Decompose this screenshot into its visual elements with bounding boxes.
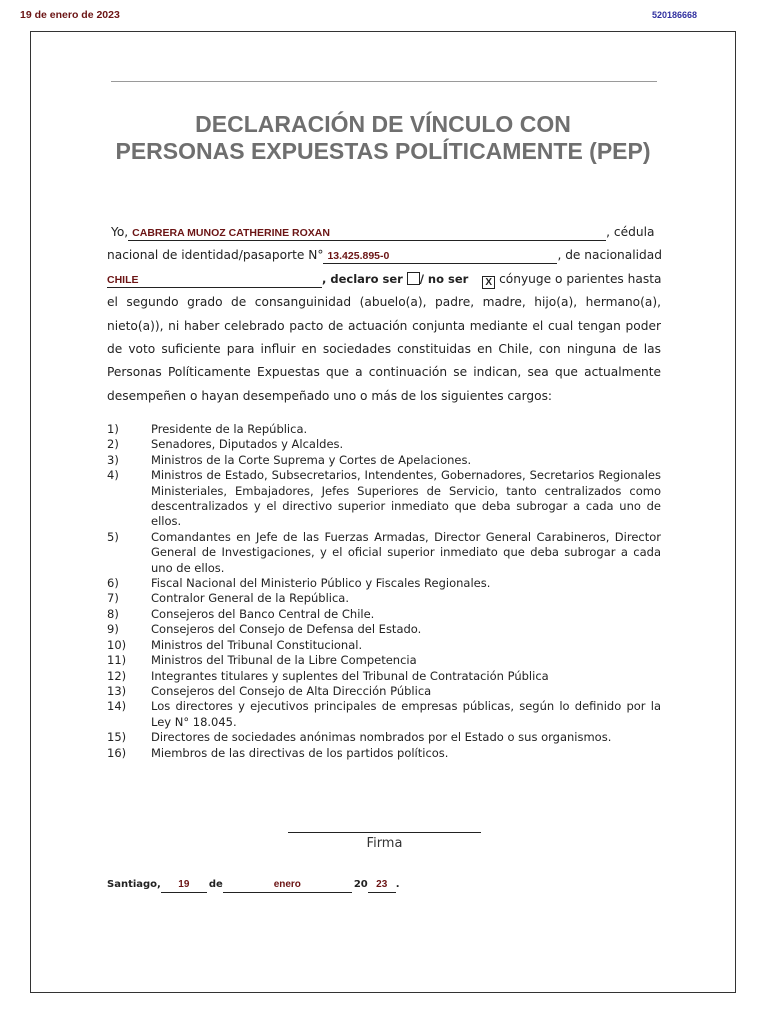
- name-field[interactable]: CABRERA MUNOZ CATHERINE ROXAN: [128, 226, 606, 241]
- list-item-number: 8): [107, 606, 119, 621]
- document-title-line-1: DECLARACIÓN DE VÍNCULO CON: [195, 111, 571, 137]
- list-item-number: 15): [107, 730, 127, 745]
- declaration-line-7: Personas Políticamente Expuestas que a continuación se indican, sea que actualmente: [107, 365, 661, 380]
- list-item-text: Presidente de la República.: [151, 422, 308, 436]
- list-item-number: 6): [107, 576, 119, 591]
- list-item-text: Los directores y ejecutivos principales de empresas públicas, según lo definido por la Ley N° 18.045.: [151, 699, 661, 729]
- month-field[interactable]: enero: [223, 878, 352, 893]
- list-item-text: Comandantes en Jefe de las Fuerzas Armadas, Director General Carabineros, Director General de Investigaciones, y el oficial superior inmediato que deba subrogar a cada uno de ellos.: [151, 529, 661, 575]
- list-item-number: 16): [107, 745, 127, 760]
- list-item-text: Integrantes titulares y suplentes del Tribunal de Contratación Pública: [151, 668, 549, 683]
- city-label: Santiago,: [107, 879, 161, 890]
- list-item: [107, 653, 661, 668]
- list-item-number: 10): [107, 637, 127, 652]
- list-item-number: 5): [107, 529, 119, 544]
- declaration-line-2: [107, 244, 661, 267]
- declaration-line-1: [107, 221, 661, 244]
- declaro-ser-label: , declaro ser: [322, 271, 403, 286]
- list-item-text: Ministros de la Corte Suprema y Cortes de Apelaciones.: [151, 452, 472, 467]
- list-item-number: 11): [107, 653, 127, 668]
- year-prefix: 20: [353, 879, 368, 890]
- list-item: [107, 468, 661, 530]
- list-item-text: Fiscal Nacional del Ministerio Público y Fiscales Regionales.: [151, 576, 491, 591]
- list-item-number: 9): [107, 622, 119, 637]
- list-item: [107, 607, 661, 622]
- cedula-label: , cédula: [606, 225, 655, 239]
- relatives-label: cónyuge o parientes hasta: [499, 271, 662, 286]
- year-field[interactable]: 23: [368, 878, 396, 893]
- declaration-line-8: desempeñen o hayan desempeñado uno o más de los siguientes cargos:: [107, 388, 553, 403]
- place-date-line: [107, 878, 400, 893]
- no-ser-checkbox[interactable]: X: [482, 276, 495, 289]
- list-item-text: Ministros del Tribunal de la Libre Competencia: [151, 653, 417, 668]
- list-item-text: Consejeros del Banco Central de Chile.: [151, 606, 375, 621]
- list-item: [107, 638, 661, 653]
- ser-checkbox[interactable]: [407, 272, 420, 285]
- list-item-text: Contralor General de la República.: [151, 591, 350, 606]
- id-label: nacional de identidad/pasaporte N°: [107, 248, 324, 263]
- list-item-text: Consejeros del Consejo de Defensa del Estado.: [151, 622, 422, 637]
- list-item-number: 1): [107, 422, 119, 436]
- list-item-text: Consejeros del Consejo de Alta Dirección Pública: [151, 683, 432, 698]
- place-end: .: [395, 879, 400, 890]
- list-item-text: Senadores, Diputados y Alcaldes.: [151, 437, 344, 452]
- document-code: 520186668: [652, 10, 698, 20]
- list-item-number: 7): [107, 591, 119, 606]
- list-item-text: Ministros de Estado, Subsecretarios, Intendentes, Gobernadores, Secretarios Regionales Ministeriales, Embajadores, Jefes Superiores de Servicio, tanto centralizados como descentralizados y el directivo superior inmediato que deba subrogar a cada uno de ellos.: [151, 468, 661, 529]
- list-item: [107, 730, 661, 745]
- no-ser-label: / no ser: [419, 271, 469, 286]
- list-item-text: Ministros del Tribunal Constitucional.: [151, 637, 363, 652]
- list-item-number: 12): [107, 668, 127, 683]
- list-item: [107, 437, 661, 452]
- declaration-line-4: el segundo grado de consanguinidad (abuelo(a), padre, madre, hijo(a), hermano(a),: [107, 295, 661, 310]
- list-item: [107, 422, 661, 437]
- declaration-line-6: de voto suficiente para influir en sociedades constituidas en Chile, con ninguna de las: [107, 341, 661, 356]
- list-item-number: 14): [107, 699, 127, 714]
- declaration-line-3: [107, 268, 661, 291]
- title-rule: [111, 81, 657, 82]
- list-item: [107, 530, 661, 576]
- list-item: [107, 669, 661, 684]
- list-item: [107, 576, 661, 591]
- list-item-number: 3): [107, 452, 119, 467]
- day-field[interactable]: 19: [161, 878, 207, 893]
- list-item: [107, 684, 661, 699]
- list-item: [107, 699, 661, 730]
- signature-line: [288, 832, 481, 833]
- declaration-line-5: nieto(a)), ni haber celebrado pacto de actuación conjunta mediante el cual tengan poder: [107, 318, 661, 333]
- de-label: de: [208, 879, 223, 890]
- list-item: [107, 622, 661, 637]
- list-item-number: 2): [107, 437, 119, 452]
- id-number-field[interactable]: 13.425.895-0: [323, 249, 557, 264]
- declaration-paragraph: [107, 221, 661, 408]
- list-item: [107, 591, 661, 606]
- positions-list: [107, 422, 661, 761]
- yo-label: Yo,: [111, 225, 129, 239]
- nationality-field[interactable]: CHILE: [107, 273, 322, 288]
- list-item-text: Directores de sociedades anónimas nombrados por el Estado o sus organismos.: [151, 730, 612, 745]
- nationality-label: , de nacionalidad: [557, 248, 662, 263]
- list-item: [107, 453, 661, 468]
- list-item-text: Miembros de las directivas de los partidos políticos.: [151, 745, 449, 760]
- list-item: [107, 746, 661, 761]
- document-title-line-2: PERSONAS EXPUESTAS POLÍTICAMENTE (PEP): [115, 138, 651, 164]
- header-date: 19 de enero de 2023: [20, 9, 120, 21]
- list-item-number: 4): [107, 468, 119, 483]
- list-item-number: 13): [107, 683, 127, 698]
- signature-label: Firma: [366, 836, 403, 851]
